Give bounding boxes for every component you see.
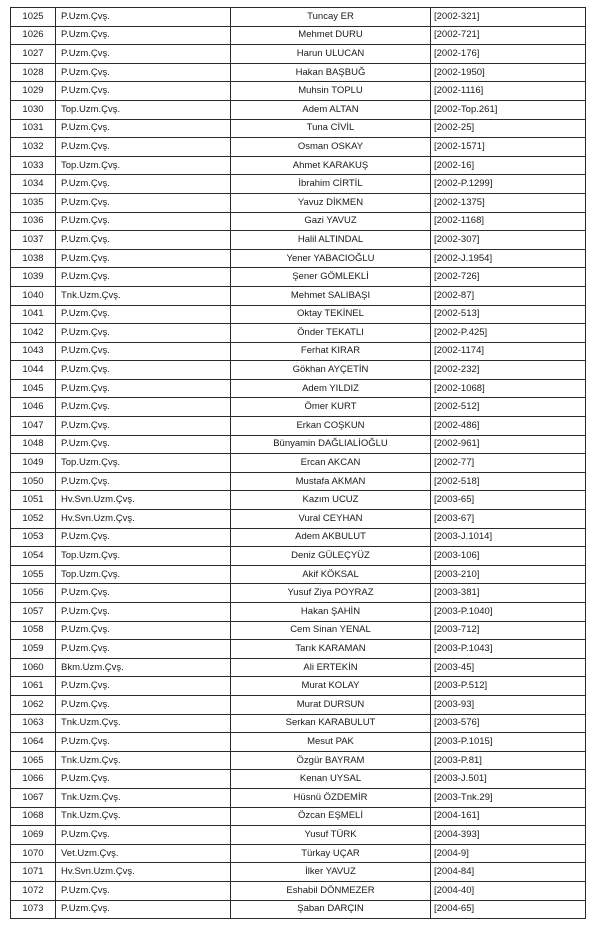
- full-name-cell: Özgür BAYRAM: [231, 751, 431, 770]
- registry-code-cell: [2002-77]: [431, 454, 586, 473]
- row-number-cell: 1033: [11, 156, 56, 175]
- row-number-cell: 1054: [11, 547, 56, 566]
- registry-code-cell: [2002-J.1954]: [431, 249, 586, 268]
- full-name-cell: Ali ERTEKİN: [231, 658, 431, 677]
- registry-code-cell: [2003-106]: [431, 547, 586, 566]
- registry-code-cell: [2002-1950]: [431, 63, 586, 82]
- full-name-cell: Adem ALTAN: [231, 100, 431, 119]
- registry-code-cell: [2002-1174]: [431, 342, 586, 361]
- rank-cell: P.Uzm.Çvş.: [56, 379, 231, 398]
- row-number-cell: 1058: [11, 621, 56, 640]
- rank-cell: Top.Uzm.Çvş.: [56, 565, 231, 584]
- registry-code-cell: [2004-9]: [431, 844, 586, 863]
- row-number-cell: 1073: [11, 900, 56, 919]
- registry-code-cell: [2002-307]: [431, 231, 586, 250]
- table-row: [11, 547, 586, 566]
- full-name-cell: Ercan AKCAN: [231, 454, 431, 473]
- table-row: [11, 584, 586, 603]
- table-row: [11, 435, 586, 454]
- rank-cell: Tnk.Uzm.Çvş.: [56, 714, 231, 733]
- row-number-cell: 1048: [11, 435, 56, 454]
- row-number-cell: 1047: [11, 417, 56, 436]
- row-number-cell: 1036: [11, 212, 56, 231]
- table-row: [11, 379, 586, 398]
- rank-cell: P.Uzm.Çvş.: [56, 900, 231, 919]
- row-number-cell: 1025: [11, 8, 56, 27]
- rank-cell: P.Uzm.Çvş.: [56, 770, 231, 789]
- table-row: [11, 398, 586, 417]
- registry-code-cell: [2002-1571]: [431, 138, 586, 157]
- rank-cell: Tnk.Uzm.Çvş.: [56, 788, 231, 807]
- registry-code-cell: [2002-1068]: [431, 379, 586, 398]
- table-row: [11, 417, 586, 436]
- rank-cell: Hv.Svn.Uzm.Çvş.: [56, 510, 231, 529]
- full-name-cell: Hüsnü ÖZDEMİR: [231, 788, 431, 807]
- full-name-cell: Murat KOLAY: [231, 677, 431, 696]
- registry-code-cell: [2004-161]: [431, 807, 586, 826]
- row-number-cell: 1056: [11, 584, 56, 603]
- full-name-cell: Muhsin TOPLU: [231, 82, 431, 101]
- registry-code-cell: [2002-16]: [431, 156, 586, 175]
- table-row: [11, 324, 586, 343]
- full-name-cell: Mustafa AKMAN: [231, 472, 431, 491]
- row-number-cell: 1064: [11, 733, 56, 752]
- full-name-cell: Gazi YAVUZ: [231, 212, 431, 231]
- full-name-cell: İlker YAVUZ: [231, 863, 431, 882]
- table-row: [11, 45, 586, 64]
- registry-code-cell: [2002-87]: [431, 286, 586, 305]
- full-name-cell: Şener GÖMLEKLİ: [231, 268, 431, 287]
- row-number-cell: 1068: [11, 807, 56, 826]
- rank-cell: P.Uzm.Çvş.: [56, 324, 231, 343]
- rank-cell: P.Uzm.Çvş.: [56, 528, 231, 547]
- registry-code-cell: [2003-P.512]: [431, 677, 586, 696]
- table-row: [11, 212, 586, 231]
- rank-cell: P.Uzm.Çvş.: [56, 640, 231, 659]
- table-row: [11, 63, 586, 82]
- row-number-cell: 1051: [11, 491, 56, 510]
- registry-code-cell: [2002-1116]: [431, 82, 586, 101]
- row-number-cell: 1066: [11, 770, 56, 789]
- table-row: [11, 770, 586, 789]
- table-row: [11, 491, 586, 510]
- table-row: [11, 119, 586, 138]
- table-row: [11, 788, 586, 807]
- registry-code-cell: [2004-65]: [431, 900, 586, 919]
- row-number-cell: 1044: [11, 361, 56, 380]
- full-name-cell: Gökhan AYÇETİN: [231, 361, 431, 380]
- row-number-cell: 1055: [11, 565, 56, 584]
- rank-cell: P.Uzm.Çvş.: [56, 361, 231, 380]
- full-name-cell: Önder TEKATLI: [231, 324, 431, 343]
- registry-code-cell: [2004-40]: [431, 881, 586, 900]
- rank-cell: P.Uzm.Çvş.: [56, 621, 231, 640]
- row-number-cell: 1071: [11, 863, 56, 882]
- registry-code-cell: [2002-721]: [431, 26, 586, 45]
- table-row: [11, 751, 586, 770]
- table-row: [11, 863, 586, 882]
- full-name-cell: İbrahim CİRTİL: [231, 175, 431, 194]
- row-number-cell: 1067: [11, 788, 56, 807]
- full-name-cell: Cem Sinan YENAL: [231, 621, 431, 640]
- table-row: [11, 305, 586, 324]
- document-page: [10, 7, 585, 919]
- rank-cell: Hv.Svn.Uzm.Çvş.: [56, 491, 231, 510]
- full-name-cell: Mesut PAK: [231, 733, 431, 752]
- rank-cell: P.Uzm.Çvş.: [56, 82, 231, 101]
- full-name-cell: Akif KÖKSAL: [231, 565, 431, 584]
- rank-cell: P.Uzm.Çvş.: [56, 398, 231, 417]
- registry-code-cell: [2002-P.1299]: [431, 175, 586, 194]
- row-number-cell: 1063: [11, 714, 56, 733]
- table-row: [11, 881, 586, 900]
- full-name-cell: Tuncay ER: [231, 8, 431, 27]
- row-number-cell: 1059: [11, 640, 56, 659]
- rank-cell: P.Uzm.Çvş.: [56, 249, 231, 268]
- rank-cell: Top.Uzm.Çvş.: [56, 454, 231, 473]
- registry-code-cell: [2003-J.501]: [431, 770, 586, 789]
- row-number-cell: 1031: [11, 119, 56, 138]
- full-name-cell: Adem AKBULUT: [231, 528, 431, 547]
- full-name-cell: Erkan COŞKUN: [231, 417, 431, 436]
- table-row: [11, 677, 586, 696]
- full-name-cell: Yener YABACIOĞLU: [231, 249, 431, 268]
- table-row: [11, 621, 586, 640]
- registry-code-cell: [2002-Top.261]: [431, 100, 586, 119]
- registry-code-cell: [2002-961]: [431, 435, 586, 454]
- rank-cell: P.Uzm.Çvş.: [56, 212, 231, 231]
- row-number-cell: 1041: [11, 305, 56, 324]
- full-name-cell: Adem YILDIZ: [231, 379, 431, 398]
- row-number-cell: 1027: [11, 45, 56, 64]
- registry-code-cell: [2004-393]: [431, 826, 586, 845]
- row-number-cell: 1028: [11, 63, 56, 82]
- table-row: [11, 100, 586, 119]
- table-row: [11, 565, 586, 584]
- registry-code-cell: [2002-25]: [431, 119, 586, 138]
- registry-code-cell: [2002-321]: [431, 8, 586, 27]
- row-number-cell: 1026: [11, 26, 56, 45]
- table-row: [11, 454, 586, 473]
- registry-code-cell: [2003-67]: [431, 510, 586, 529]
- row-number-cell: 1040: [11, 286, 56, 305]
- registry-code-cell: [2003-P.1043]: [431, 640, 586, 659]
- rank-cell: P.Uzm.Çvş.: [56, 695, 231, 714]
- full-name-cell: Mehmet DURU: [231, 26, 431, 45]
- table-row: [11, 510, 586, 529]
- rank-cell: Tnk.Uzm.Çvş.: [56, 807, 231, 826]
- row-number-cell: 1065: [11, 751, 56, 770]
- registry-code-cell: [2003-65]: [431, 491, 586, 510]
- table-row: [11, 733, 586, 752]
- rank-cell: P.Uzm.Çvş.: [56, 733, 231, 752]
- table-row: [11, 472, 586, 491]
- row-number-cell: 1043: [11, 342, 56, 361]
- row-number-cell: 1030: [11, 100, 56, 119]
- full-name-cell: Hakan ŞAHİN: [231, 603, 431, 622]
- rank-cell: P.Uzm.Çvş.: [56, 63, 231, 82]
- rank-cell: P.Uzm.Çvş.: [56, 268, 231, 287]
- table-row: [11, 695, 586, 714]
- full-name-cell: Halil ALTINDAL: [231, 231, 431, 250]
- registry-code-cell: [2003-576]: [431, 714, 586, 733]
- registry-code-cell: [2002-513]: [431, 305, 586, 324]
- table-row: [11, 361, 586, 380]
- row-number-cell: 1029: [11, 82, 56, 101]
- row-number-cell: 1052: [11, 510, 56, 529]
- table-row: [11, 807, 586, 826]
- table-row: [11, 603, 586, 622]
- full-name-cell: Murat DURSUN: [231, 695, 431, 714]
- table-row: [11, 900, 586, 919]
- table-row: [11, 640, 586, 659]
- rank-cell: P.Uzm.Çvş.: [56, 305, 231, 324]
- table-row: [11, 286, 586, 305]
- table-row: [11, 82, 586, 101]
- rank-cell: Top.Uzm.Çvş.: [56, 547, 231, 566]
- full-name-cell: Özcan EŞMELİ: [231, 807, 431, 826]
- registry-code-cell: [2002-512]: [431, 398, 586, 417]
- full-name-cell: Tarık KARAMAN: [231, 640, 431, 659]
- rank-cell: P.Uzm.Çvş.: [56, 881, 231, 900]
- full-name-cell: Kazım UCUZ: [231, 491, 431, 510]
- registry-code-cell: [2003-Tnk.29]: [431, 788, 586, 807]
- rank-cell: P.Uzm.Çvş.: [56, 603, 231, 622]
- full-name-cell: Ahmet KARAKUŞ: [231, 156, 431, 175]
- full-name-cell: Bünyamin DAĞLIALİOĞLU: [231, 435, 431, 454]
- registry-code-cell: [2002-P.425]: [431, 324, 586, 343]
- full-name-cell: Yavuz DİKMEN: [231, 193, 431, 212]
- table-row: [11, 175, 586, 194]
- full-name-cell: Harun ULUCAN: [231, 45, 431, 64]
- table-row: [11, 231, 586, 250]
- full-name-cell: Eshabil DÖNMEZER: [231, 881, 431, 900]
- row-number-cell: 1034: [11, 175, 56, 194]
- table-row: [11, 268, 586, 287]
- registry-code-cell: [2003-P.81]: [431, 751, 586, 770]
- rank-cell: P.Uzm.Çvş.: [56, 138, 231, 157]
- registry-code-cell: [2002-176]: [431, 45, 586, 64]
- full-name-cell: Yusuf TÜRK: [231, 826, 431, 845]
- row-number-cell: 1035: [11, 193, 56, 212]
- registry-code-cell: [2004-84]: [431, 863, 586, 882]
- full-name-cell: Tuna CİVİL: [231, 119, 431, 138]
- full-name-cell: Deniz GÜLEÇYÜZ: [231, 547, 431, 566]
- rank-cell: Hv.Svn.Uzm.Çvş.: [56, 863, 231, 882]
- row-number-cell: 1069: [11, 826, 56, 845]
- rank-cell: P.Uzm.Çvş.: [56, 472, 231, 491]
- registry-code-cell: [2003-P.1040]: [431, 603, 586, 622]
- full-name-cell: Oktay TEKİNEL: [231, 305, 431, 324]
- rank-cell: P.Uzm.Çvş.: [56, 584, 231, 603]
- registry-code-cell: [2002-1168]: [431, 212, 586, 231]
- table-row: [11, 342, 586, 361]
- table-row: [11, 249, 586, 268]
- full-name-cell: Ömer KURT: [231, 398, 431, 417]
- rank-cell: P.Uzm.Çvş.: [56, 119, 231, 138]
- rank-cell: P.Uzm.Çvş.: [56, 175, 231, 194]
- table-body: [11, 8, 586, 919]
- rank-cell: P.Uzm.Çvş.: [56, 435, 231, 454]
- table-row: [11, 156, 586, 175]
- table-row: [11, 658, 586, 677]
- rank-cell: P.Uzm.Çvş.: [56, 231, 231, 250]
- row-number-cell: 1061: [11, 677, 56, 696]
- row-number-cell: 1038: [11, 249, 56, 268]
- full-name-cell: Şaban DARÇIN: [231, 900, 431, 919]
- row-number-cell: 1039: [11, 268, 56, 287]
- rank-cell: Bkm.Uzm.Çvş.: [56, 658, 231, 677]
- table-row: [11, 8, 586, 27]
- rank-cell: Tnk.Uzm.Çvş.: [56, 286, 231, 305]
- registry-code-cell: [2003-712]: [431, 621, 586, 640]
- full-name-cell: Ferhat KIRAR: [231, 342, 431, 361]
- row-number-cell: 1070: [11, 844, 56, 863]
- row-number-cell: 1037: [11, 231, 56, 250]
- rank-cell: Top.Uzm.Çvş.: [56, 100, 231, 119]
- table-row: [11, 826, 586, 845]
- rank-cell: P.Uzm.Çvş.: [56, 8, 231, 27]
- rank-cell: Top.Uzm.Çvş.: [56, 156, 231, 175]
- registry-code-cell: [2003-P.1015]: [431, 733, 586, 752]
- registry-code-cell: [2003-45]: [431, 658, 586, 677]
- full-name-cell: Mehmet SALIBAŞI: [231, 286, 431, 305]
- table-row: [11, 138, 586, 157]
- rank-cell: P.Uzm.Çvş.: [56, 45, 231, 64]
- full-name-cell: Hakan BAŞBUĞ: [231, 63, 431, 82]
- registry-code-cell: [2002-486]: [431, 417, 586, 436]
- table-row: [11, 714, 586, 733]
- full-name-cell: Osman OSKAY: [231, 138, 431, 157]
- row-number-cell: 1049: [11, 454, 56, 473]
- rank-cell: P.Uzm.Çvş.: [56, 677, 231, 696]
- registry-code-cell: [2003-93]: [431, 695, 586, 714]
- registry-code-cell: [2003-381]: [431, 584, 586, 603]
- personnel-table: [10, 7, 586, 919]
- registry-code-cell: [2003-J.1014]: [431, 528, 586, 547]
- full-name-cell: Türkay UÇAR: [231, 844, 431, 863]
- full-name-cell: Kenan UYSAL: [231, 770, 431, 789]
- table-row: [11, 193, 586, 212]
- rank-cell: P.Uzm.Çvş.: [56, 193, 231, 212]
- registry-code-cell: [2002-726]: [431, 268, 586, 287]
- rank-cell: P.Uzm.Çvş.: [56, 417, 231, 436]
- rank-cell: P.Uzm.Çvş.: [56, 826, 231, 845]
- full-name-cell: Serkan KARABULUT: [231, 714, 431, 733]
- row-number-cell: 1042: [11, 324, 56, 343]
- row-number-cell: 1060: [11, 658, 56, 677]
- row-number-cell: 1045: [11, 379, 56, 398]
- rank-cell: Tnk.Uzm.Çvş.: [56, 751, 231, 770]
- registry-code-cell: [2002-232]: [431, 361, 586, 380]
- row-number-cell: 1053: [11, 528, 56, 547]
- full-name-cell: Yusuf Ziya POYRAZ: [231, 584, 431, 603]
- row-number-cell: 1072: [11, 881, 56, 900]
- rank-cell: P.Uzm.Çvş.: [56, 26, 231, 45]
- registry-code-cell: [2002-518]: [431, 472, 586, 491]
- row-number-cell: 1046: [11, 398, 56, 417]
- registry-code-cell: [2003-210]: [431, 565, 586, 584]
- row-number-cell: 1050: [11, 472, 56, 491]
- table-row: [11, 26, 586, 45]
- full-name-cell: Vural CEYHAN: [231, 510, 431, 529]
- table-row: [11, 528, 586, 547]
- registry-code-cell: [2002-1375]: [431, 193, 586, 212]
- table-row: [11, 844, 586, 863]
- row-number-cell: 1032: [11, 138, 56, 157]
- rank-cell: P.Uzm.Çvş.: [56, 342, 231, 361]
- row-number-cell: 1062: [11, 695, 56, 714]
- row-number-cell: 1057: [11, 603, 56, 622]
- rank-cell: Vet.Uzm.Çvş.: [56, 844, 231, 863]
